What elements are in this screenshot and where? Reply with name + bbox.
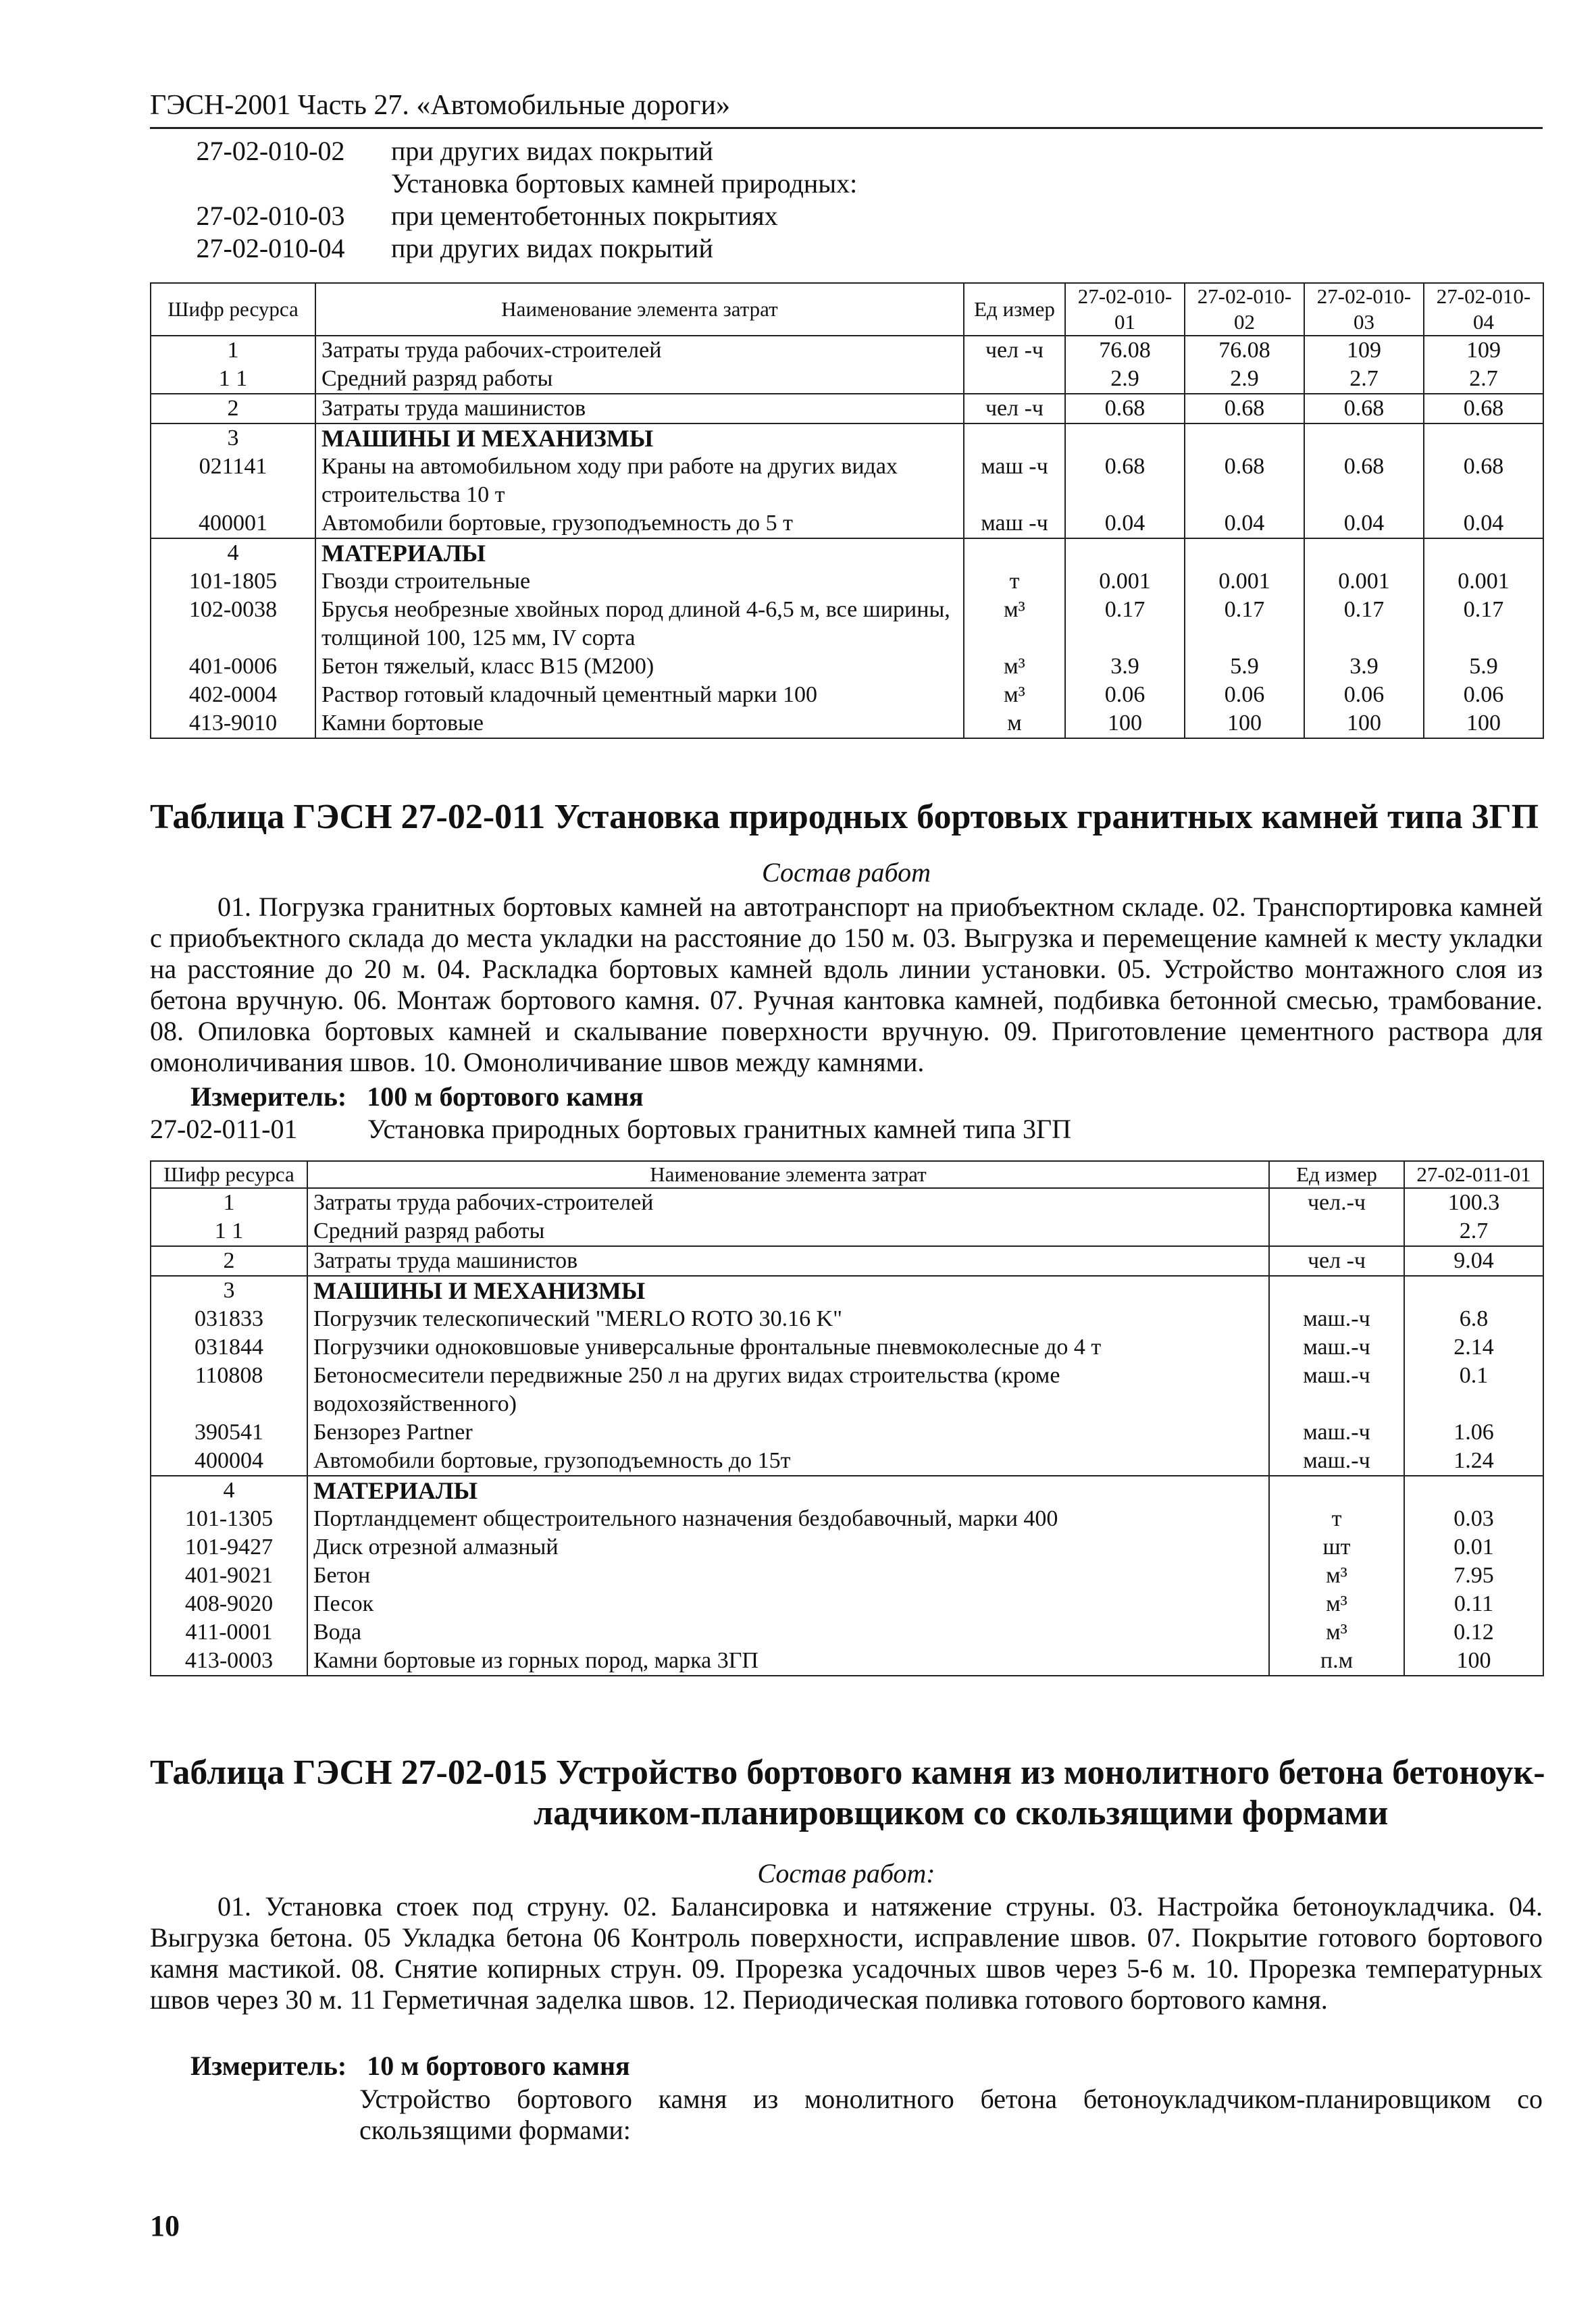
value-cell: 6.8 — [1404, 1305, 1543, 1333]
unit-cell: чел -ч — [1269, 1246, 1404, 1276]
resource-code-cell: 408-9020 — [151, 1590, 307, 1618]
value-cell: 0.17 — [1065, 596, 1185, 652]
unit-cell: п.м — [1269, 1647, 1404, 1676]
code-text: при других видах покрытий — [391, 233, 713, 263]
value-cell: 3.9 — [1304, 652, 1424, 681]
resource-code-cell: 1 — [151, 1188, 307, 1217]
measure-value: 10 м бортового камня — [367, 2051, 630, 2081]
value-cell: 2.7 — [1424, 365, 1543, 394]
table-row — [151, 596, 1543, 652]
table-row — [151, 1590, 1543, 1618]
resource-code-cell: 401-0006 — [151, 652, 315, 681]
value-cell: 3.9 — [1065, 652, 1185, 681]
value-cell: 100 — [1185, 709, 1304, 738]
value-cell — [1424, 423, 1543, 453]
resource-code-cell: 021141 — [151, 453, 315, 509]
table-row — [151, 1246, 1543, 1276]
resource-code-cell: 1 1 — [151, 365, 315, 394]
value-cell: 7.95 — [1404, 1562, 1543, 1590]
table-row — [151, 365, 1543, 394]
resource-code-cell: 102-0038 — [151, 596, 315, 652]
value-cell: 2.14 — [1404, 1333, 1543, 1362]
resource-code-cell: 031844 — [151, 1333, 307, 1362]
value-cell — [1304, 423, 1424, 453]
resource-code-cell: 413-9010 — [151, 709, 315, 738]
table-row — [151, 681, 1543, 709]
page-number: 10 — [150, 2209, 180, 2242]
unit-cell: м³ — [1269, 1618, 1404, 1647]
value-cell: 5.9 — [1185, 652, 1304, 681]
value-cell: 0.68 — [1304, 453, 1424, 509]
table-row — [151, 1362, 1543, 1418]
resource-code-cell: 390541 — [151, 1418, 307, 1447]
unit-cell: м³ — [1269, 1562, 1404, 1590]
value-cell: 0.68 — [1304, 394, 1424, 423]
unit-cell: маш.-ч — [1269, 1305, 1404, 1333]
value-cell: 0.001 — [1185, 567, 1304, 596]
value-cell — [1185, 538, 1304, 567]
code-text: Установка природных бортовых гранитных камней типа 3ГП — [367, 1114, 1071, 1144]
header-cell: Наименование элемента затрат — [315, 283, 964, 336]
unit-cell: чел -ч — [964, 336, 1065, 365]
header-cell: 27-02-010-02 — [1185, 283, 1304, 336]
value-cell: 0.001 — [1304, 567, 1424, 596]
resource-name-cell: Раствор готовый кладочный цементный марки 100 — [315, 681, 964, 709]
value-cell: 0.04 — [1424, 509, 1543, 538]
resource-code-cell: 413-0003 — [151, 1647, 307, 1676]
value-cell: 0.68 — [1424, 453, 1543, 509]
value-cell: 100.3 — [1404, 1188, 1543, 1217]
value-cell: 76.08 — [1065, 336, 1185, 365]
value-cell: 0.11 — [1404, 1590, 1543, 1618]
table-row — [151, 1505, 1543, 1533]
code-line — [150, 1113, 1071, 1145]
table-header-row — [151, 1161, 1543, 1188]
table-row — [151, 1533, 1543, 1562]
value-cell: 2.9 — [1065, 365, 1185, 394]
table-row — [151, 423, 1543, 453]
resource-code-cell: 2 — [151, 1246, 307, 1276]
value-cell: 0.68 — [1424, 394, 1543, 423]
value-cell: 0.04 — [1065, 509, 1185, 538]
unit-cell: м³ — [1269, 1590, 1404, 1618]
resource-code-cell: 4 — [151, 538, 315, 567]
table-row — [151, 652, 1543, 681]
table-row — [151, 394, 1543, 423]
resource-name-cell: Средний разряд работы — [307, 1217, 1269, 1246]
top-code-list — [150, 135, 857, 265]
running-header: ГЭСН-2001 Часть 27. «Автомобильные дороги» — [150, 89, 1543, 129]
resource-name-cell: Брусья необрезные хвойных пород длиной 4-6,5 м, все ширины, толщиной 100, 125 мм, IV сорта — [315, 596, 964, 652]
unit-cell: м³ — [964, 596, 1065, 652]
code-row — [150, 232, 857, 265]
value-cell: 0.01 — [1404, 1533, 1543, 1562]
value-cell — [1065, 538, 1185, 567]
resource-name-cell: Вода — [307, 1618, 1269, 1647]
resource-code-cell: 1 — [151, 336, 315, 365]
resource-name-cell: Камни бортовые из горных пород, марка 3ГП — [307, 1647, 1269, 1676]
table-row — [151, 1305, 1543, 1333]
unit-cell: т — [964, 567, 1065, 596]
resource-name-cell: Песок — [307, 1590, 1269, 1618]
value-cell: 2.7 — [1404, 1217, 1543, 1246]
resource-name-cell: МАШИНЫ И МЕХАНИЗМЫ — [315, 423, 964, 453]
code-row — [150, 168, 857, 200]
code-text: Установка бортовых камней природных: — [391, 168, 858, 199]
value-cell: 0.1 — [1404, 1362, 1543, 1418]
value-cell: 0.04 — [1304, 509, 1424, 538]
value-cell: 9.04 — [1404, 1246, 1543, 1276]
value-cell: 0.06 — [1065, 681, 1185, 709]
unit-cell: т — [1269, 1505, 1404, 1533]
resource-code-cell: 1 1 — [151, 1217, 307, 1246]
value-cell: 0.68 — [1065, 453, 1185, 509]
table-row — [151, 709, 1543, 738]
value-cell — [1185, 423, 1304, 453]
value-cell: 5.9 — [1424, 652, 1543, 681]
unit-cell — [1269, 1476, 1404, 1505]
table-row — [151, 1647, 1543, 1676]
composition-text: 01. Погрузка гранитных бортовых камней на автотранспорт на приобъектном складе. 02. Транспортировка камней с приобъектного склада до места укладки на расстояние до 150 м. 03. Выгрузка и перемещение камней к месту укладки на расстояние до 20 м. 04. Раскладка бортовых камней вдоль линии установки. 05. Устройство монтажного слоя из бетона вручную. 06. Монтаж бортового камня. 07. Ручная кантовка камней, подбивка бетонной смесью, трамбование. 08. Опиловка бортовых камней и скалывание поверхности вручную. 09. Приготовление цементного раствора для омоноличивания швов. 10. Омоноличивание швов между камнями. — [150, 892, 1543, 1077]
table-row — [151, 1188, 1543, 1217]
value-cell: 109 — [1424, 336, 1543, 365]
header-cell: 27-02-010-04 — [1424, 283, 1543, 336]
resource-name-cell: Погрузчики одноковшовые универсальные фронтальные пневмоколесные до 4 т — [307, 1333, 1269, 1362]
unit-cell: маш.-ч — [1269, 1362, 1404, 1418]
value-cell: 0.001 — [1065, 567, 1185, 596]
section-title: Таблица ГЭСН 27-02-011 Установка природных бортовых гранитных камней типа 3ГП — [150, 798, 1539, 836]
resource-code-cell: 411-0001 — [151, 1618, 307, 1647]
value-cell: 76.08 — [1185, 336, 1304, 365]
resource-code-cell: 400001 — [151, 509, 315, 538]
unit-cell: чел -ч — [964, 394, 1065, 423]
resource-code-cell: 031833 — [151, 1305, 307, 1333]
resource-code-cell: 110808 — [151, 1362, 307, 1418]
header-cell: Ед измер — [1269, 1161, 1404, 1188]
value-cell: 0.12 — [1404, 1618, 1543, 1647]
resource-name-cell: Затраты труда рабочих-строителей — [307, 1188, 1269, 1217]
value-cell: 100 — [1065, 709, 1185, 738]
table-header-row — [151, 283, 1543, 336]
value-cell: 100 — [1404, 1647, 1543, 1676]
unit-cell: маш -ч — [964, 453, 1065, 509]
table-body — [151, 336, 1543, 738]
unit-cell — [1269, 1217, 1404, 1246]
resource-name-cell: Затраты труда машинистов — [315, 394, 964, 423]
resource-name-cell: Бетон тяжелый, класс В15 (М200) — [315, 652, 964, 681]
composition-label: Состав работ — [762, 857, 931, 888]
section-title-line-1: Таблица ГЭСН 27-02-015 Устройство бортового камня из монолитного бетона бетоноук- — [150, 1753, 1545, 1792]
code: 27-02-010-03 — [196, 201, 345, 231]
value-cell: 0.06 — [1304, 681, 1424, 709]
resource-code-cell: 402-0004 — [151, 681, 315, 709]
unit-cell — [964, 423, 1065, 453]
code: 27-02-010-04 — [196, 233, 345, 263]
resource-name-cell: Камни бортовые — [315, 709, 964, 738]
value-cell: 0.04 — [1185, 509, 1304, 538]
value-cell: 2.9 — [1185, 365, 1304, 394]
resource-code-cell: 3 — [151, 1276, 307, 1305]
header-cell: Шифр ресурса — [151, 1161, 307, 1188]
table-row — [151, 1562, 1543, 1590]
table-row — [151, 567, 1543, 596]
unit-cell: чел.-ч — [1269, 1188, 1404, 1217]
table-row — [151, 453, 1543, 509]
resource-name-cell: Средний разряд работы — [315, 365, 964, 394]
resource-name-cell: Диск отрезной алмазный — [307, 1533, 1269, 1562]
table-row — [151, 1333, 1543, 1362]
code: 27-02-011-01 — [150, 1114, 298, 1144]
header-cell: 27-02-010-01 — [1065, 283, 1185, 336]
table-row — [151, 1418, 1543, 1447]
resource-name-cell: Портландцемент общестроительного назначения бездобавочный, марки 400 — [307, 1505, 1269, 1533]
resource-name-cell: Гвозди строительные — [315, 567, 964, 596]
resource-name-cell: Краны на автомобильном ходу при работе на других видах строительства 10 т — [315, 453, 964, 509]
table-row — [151, 1217, 1543, 1246]
table-row — [151, 509, 1543, 538]
code: 27-02-010-02 — [196, 136, 345, 166]
resource-code-cell: 400004 — [151, 1447, 307, 1476]
measure-line — [190, 2050, 630, 2082]
table-row — [151, 1476, 1543, 1505]
value-cell: 0.68 — [1185, 453, 1304, 509]
header-cell: Наименование элемента затрат — [307, 1161, 1269, 1188]
value-cell: 0.001 — [1424, 567, 1543, 596]
unit-cell: м³ — [964, 652, 1065, 681]
table-body — [151, 1188, 1543, 1676]
resource-code-cell: 101-1805 — [151, 567, 315, 596]
resource-table-27-02-011 — [150, 1160, 1544, 1676]
value-cell: 0.68 — [1065, 394, 1185, 423]
measure-label: Измеритель: — [190, 2051, 347, 2081]
measure-value: 100 м бортового камня — [367, 1081, 644, 1112]
unit-cell: м³ — [964, 681, 1065, 709]
unit-cell: шт — [1269, 1533, 1404, 1562]
composition-text: 01. Установка стоек под струну. 02. Балансировка и натяжение струны. 03. Настройка бетоноукладчика. 04. Выгрузка бетона. 05 Укладка бетона 06 Контроль поверхности, исправление швов. 07. Покрытие готового бортового камня мастикой. 08. Снятие копирных струн. 09. Прорезка усадочных швов через 5-6 м. 10. Прорезка температурных швов через 30 м. 11 Герметичная заделка швов. 12. Периодическая поливка готового бортового камня. — [150, 1891, 1543, 2015]
unit-cell: маш.-ч — [1269, 1418, 1404, 1447]
resource-name-cell: Автомобили бортовые, грузоподъемность до 5 т — [315, 509, 964, 538]
table-row — [151, 336, 1543, 365]
unit-cell — [964, 538, 1065, 567]
value-cell: 2.7 — [1304, 365, 1424, 394]
value-cell: 0.68 — [1185, 394, 1304, 423]
value-cell: 100 — [1304, 709, 1424, 738]
composition-label: Состав работ: — [757, 1858, 935, 1888]
value-cell: 0.03 — [1404, 1505, 1543, 1533]
value-cell: 0.17 — [1304, 596, 1424, 652]
code-text: при других видах покрытий — [391, 136, 713, 166]
resource-name-cell: Затраты труда рабочих-строителей — [315, 336, 964, 365]
table-row — [151, 1618, 1543, 1647]
final-text: Устройство бортового камня из монолитного бетона бетоноукладчиком-планировщиком со скользящими формами: — [359, 2084, 1543, 2145]
code — [150, 168, 391, 200]
unit-cell: м — [964, 709, 1065, 738]
resource-code-cell: 401-9021 — [151, 1562, 307, 1590]
resource-code-cell: 101-9427 — [151, 1533, 307, 1562]
code-row — [150, 135, 857, 168]
resource-name-cell: Бензорез Partner — [307, 1418, 1269, 1447]
header-cell: Шифр ресурса — [151, 283, 315, 336]
unit-cell — [964, 365, 1065, 394]
resource-name-cell: Автомобили бортовые, грузоподъемность до 15т — [307, 1447, 1269, 1476]
value-cell — [1404, 1476, 1543, 1505]
measure-label: Измеритель: — [190, 1081, 347, 1112]
table-row — [151, 538, 1543, 567]
resource-code-cell: 4 — [151, 1476, 307, 1505]
table-row — [151, 1447, 1543, 1476]
unit-cell — [1269, 1276, 1404, 1305]
value-cell: 0.17 — [1424, 596, 1543, 652]
header-cell: Ед измер — [964, 283, 1065, 336]
resource-name-cell: Затраты труда машинистов — [307, 1246, 1269, 1276]
value-cell: 0.06 — [1424, 681, 1543, 709]
resource-code-cell: 2 — [151, 394, 315, 423]
measure-line — [190, 1081, 644, 1112]
unit-cell: маш.-ч — [1269, 1333, 1404, 1362]
value-cell — [1404, 1276, 1543, 1305]
resource-name-cell: МАТЕРИАЛЫ — [315, 538, 964, 567]
resource-code-cell: 101-1305 — [151, 1505, 307, 1533]
header-cell: 27-02-010-03 — [1304, 283, 1424, 336]
resource-name-cell: Погрузчик телескопический "MERLO ROTO 30.16 K" — [307, 1305, 1269, 1333]
unit-cell: маш.-ч — [1269, 1447, 1404, 1476]
value-cell: 0.06 — [1185, 681, 1304, 709]
value-cell: 100 — [1424, 709, 1543, 738]
value-cell: 109 — [1304, 336, 1424, 365]
value-cell — [1304, 538, 1424, 567]
resource-name-cell: Бетоносмесители передвижные 250 л на других видах строительства (кроме водохозяйственного) — [307, 1362, 1269, 1418]
value-cell: 1.06 — [1404, 1418, 1543, 1447]
resource-name-cell: МАШИНЫ И МЕХАНИЗМЫ — [307, 1276, 1269, 1305]
value-cell: 0.17 — [1185, 596, 1304, 652]
code-row — [150, 200, 857, 232]
resource-table-27-02-010 — [150, 282, 1544, 739]
resource-code-cell: 3 — [151, 423, 315, 453]
section-title-line-2: ладчиком-планировщиком со скользящими формами — [534, 1794, 1389, 1832]
unit-cell: маш -ч — [964, 509, 1065, 538]
table-row — [151, 1276, 1543, 1305]
resource-name-cell: МАТЕРИАЛЫ — [307, 1476, 1269, 1505]
resource-name-cell: Бетон — [307, 1562, 1269, 1590]
value-cell: 1.24 — [1404, 1447, 1543, 1476]
code-text: при цементобетонных покрытиях — [391, 201, 778, 231]
header-cell: 27-02-011-01 — [1404, 1161, 1543, 1188]
value-cell — [1065, 423, 1185, 453]
value-cell — [1424, 538, 1543, 567]
